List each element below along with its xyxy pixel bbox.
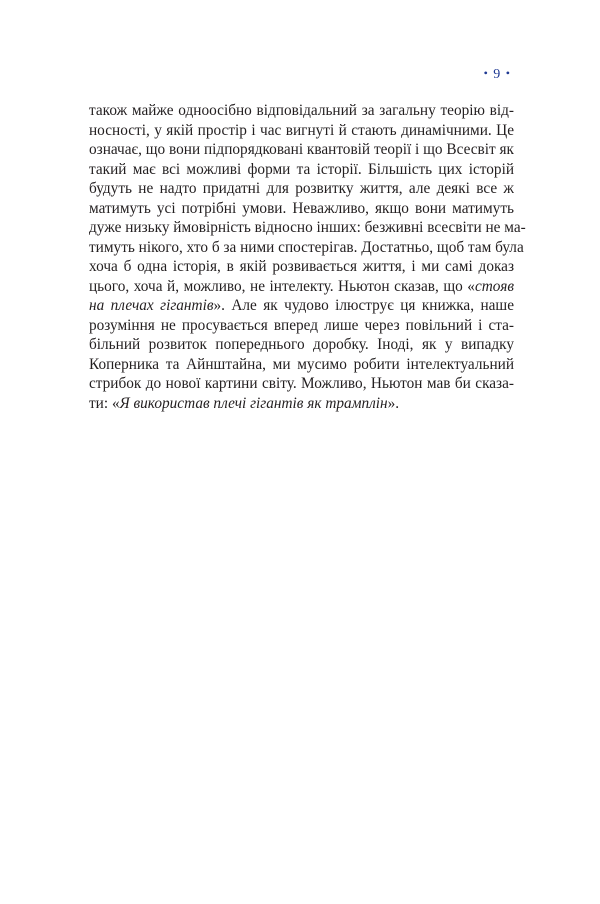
folio-dot-right: • [505, 66, 511, 80]
text-segment: означає, що вони підпорядковані квантовій теорії і що Всесвіт як [89, 141, 514, 158]
text-line [89, 257, 514, 277]
italic-text: Я використав плечі гігантів як трамплін [119, 394, 388, 412]
text-line [89, 101, 514, 121]
text-segment: матимуть усі потрібні умови. Неважливо, якщо вони матимуть [89, 199, 514, 217]
folio-dot-left: • [483, 66, 489, 80]
text-segment: дуже низьку ймовірність відносно інших: безживні всесвіти не ма- [89, 219, 526, 236]
text-line [89, 374, 514, 394]
text-segment: більний розвиток попереднього доробку. Іноді, як у випадку [89, 336, 514, 353]
text-line [89, 179, 514, 199]
text-segment: такий має всі можливі форми та історії. Більшість цих історій [89, 160, 514, 178]
italic-text: на плечах гігантів [89, 297, 214, 314]
text-line [89, 277, 514, 297]
text-segment: стрибок до нової картини світу. Можливо, Ньютон мав би сказа- [89, 375, 514, 392]
text-line [89, 394, 514, 414]
text-segment: Коперника та Айнштайна, ми мусимо робити інтелектуальний [89, 355, 514, 373]
text-line [89, 121, 514, 141]
text-line [89, 355, 514, 375]
text-segment: ». Але як чудово ілюструє ця книжка, наше [213, 297, 514, 314]
body-paragraph [89, 101, 526, 413]
text-segment: розуміння не просувається вперед лише через повільний і ста- [89, 316, 514, 334]
page-number-value: 9 [493, 67, 502, 82]
text-line [89, 316, 514, 336]
italic-text: стояв [474, 277, 514, 295]
text-segment: тимуть нікого, хто б за ними спостерігав. Достатньо, щоб там була [89, 238, 524, 256]
text-line [89, 199, 514, 219]
text-line [89, 296, 514, 316]
text-segment: цього, хоча й, можливо, не інтелекту. Ньютон сказав, що « [89, 277, 475, 295]
text-segment: ти: « [89, 394, 120, 412]
text-segment: будуть не надто придатні для розвитку життя, але деякі все ж [89, 180, 514, 197]
text-segment: носності, у якій простір і час вигнуті й стають динамічними. Це [89, 121, 514, 139]
text-line [89, 160, 514, 180]
text-line [89, 218, 526, 238]
text-line [89, 335, 514, 355]
page-number [484, 66, 511, 83]
text-line [89, 140, 514, 160]
text-segment: також майже одноосібно відповідальний за загальну теорію від- [89, 102, 514, 119]
text-segment: хоча б одна історія, в якій розвивається життя, і ми самі доказ [89, 258, 514, 275]
text-segment: ». [387, 394, 400, 412]
text-line [89, 238, 524, 258]
